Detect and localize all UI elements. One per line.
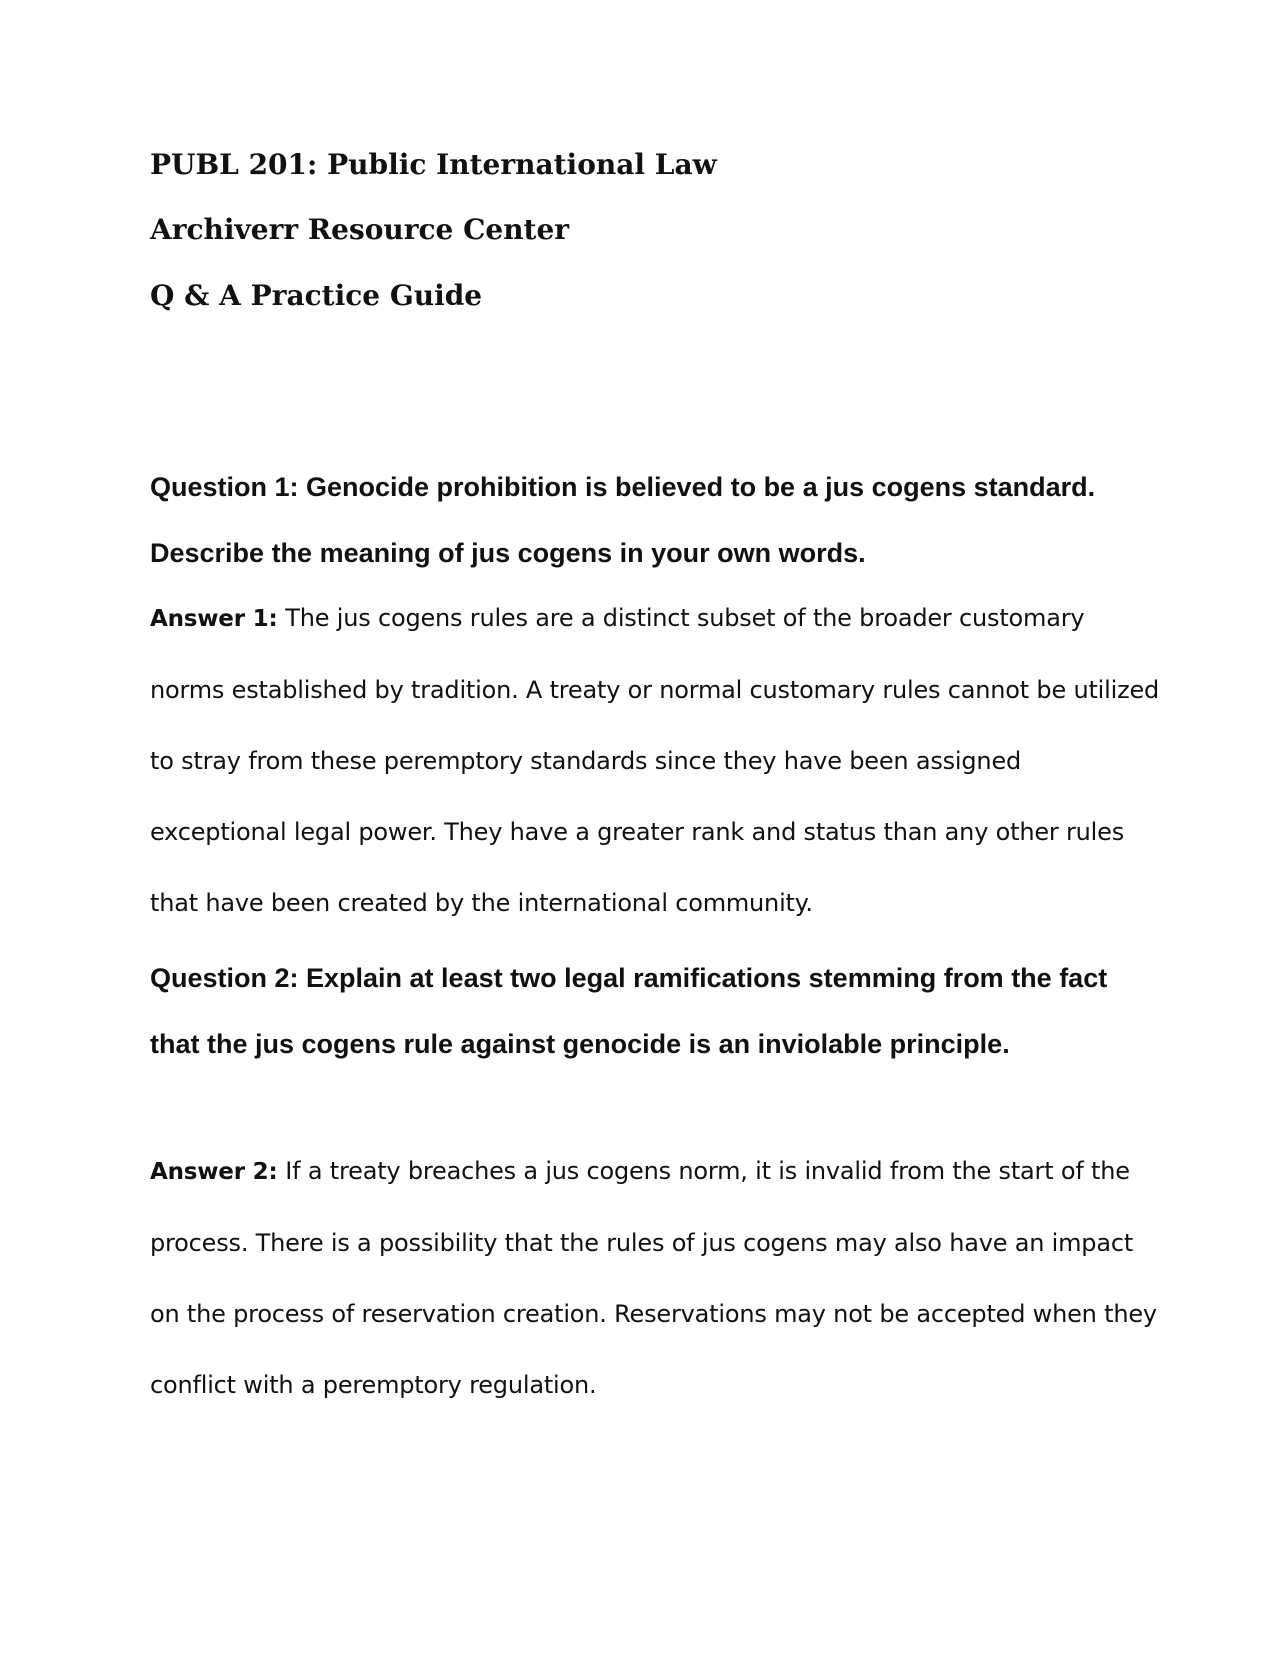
question-1: Question 1: Genocide prohibition is believed to be a jus cogens standard. Describe the meaning of jus cogens in your own words. bbox=[150, 472, 1096, 568]
answer-2-text: If a treaty breaches a jus cogens norm, it is invalid from the start of the process. There is a possibility that the rules of jus cogens may also have an impact on the process of reservation creation. Reservations may not be accepted when they conflict with a peremptory regulation. bbox=[150, 1157, 1157, 1399]
answer-1-text: The jus cogens rules are a distinct subset of the broader customary norms established by tradition. A treaty or normal customary rules cannot be utilized to stray from these peremptory standards since they have been assigned exceptional legal power. They have a greater rank and status than any other rules that have been created by the international community. bbox=[150, 604, 1160, 917]
course-title: PUBL 201: Public International Law bbox=[150, 148, 717, 181]
answer-2 bbox=[150, 1136, 1160, 1421]
answer-2-label: Answer 2: bbox=[150, 1159, 286, 1185]
guide-title: Q & A Practice Guide bbox=[150, 279, 483, 312]
question-2: Question 2: Explain at least two legal ramifications stemming from the fact that the jus cogens rule against genocide is an inviolable principle. bbox=[150, 963, 1108, 1059]
answer-1-label: Answer 1: bbox=[150, 606, 286, 632]
resource-center-title: Archiverr Resource Center bbox=[150, 213, 570, 246]
answer-1 bbox=[150, 583, 1160, 939]
